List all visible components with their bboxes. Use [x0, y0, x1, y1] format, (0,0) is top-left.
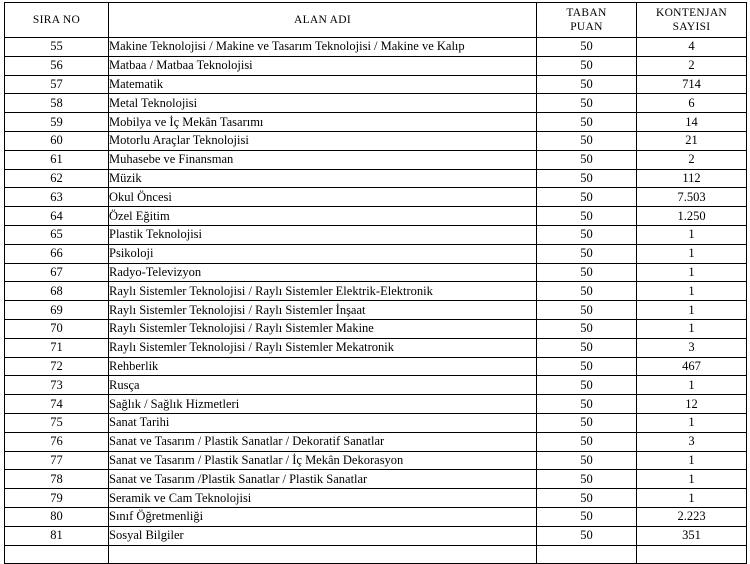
- cell-sira-no: 79: [5, 489, 109, 508]
- table-row: [5, 244, 747, 263]
- cell-alan-adi: Müzik: [109, 169, 537, 188]
- cell-kontenjan: 351: [637, 526, 747, 545]
- cell-sira-no: 62: [5, 169, 109, 188]
- cell-sira-no: 57: [5, 75, 109, 94]
- cell-taban-puan: 50: [537, 150, 637, 169]
- cell-sira-no: 81: [5, 526, 109, 545]
- cell-taban-puan: 50: [537, 395, 637, 414]
- cell-taban-puan: 50: [537, 169, 637, 188]
- cell-kontenjan: 1: [637, 282, 747, 301]
- cell-sira-no: 65: [5, 225, 109, 244]
- cell-sira-no: 68: [5, 282, 109, 301]
- table-row: [5, 338, 747, 357]
- cell-sira-no: 73: [5, 376, 109, 395]
- cell-alan-adi: Makine Teknolojisi / Makine ve Tasarım Teknolojisi / Makine ve Kalıp: [109, 38, 537, 57]
- cell-taban-puan: 50: [537, 357, 637, 376]
- cell-kontenjan: 1: [637, 451, 747, 470]
- cell-kontenjan: 714: [637, 75, 747, 94]
- cell-kontenjan: 4: [637, 38, 747, 57]
- table-row: [5, 38, 747, 57]
- cell-alan-adi: Seramik ve Cam Teknolojisi: [109, 489, 537, 508]
- header-sira-no: SIRA NO: [5, 3, 109, 38]
- cell-taban-puan: 50: [537, 451, 637, 470]
- cell-alan-adi: Mobilya ve İç Mekân Tasarımı: [109, 113, 537, 132]
- cell-sira-no: 64: [5, 207, 109, 226]
- cell-taban-puan: 50: [537, 75, 637, 94]
- table-header-row: [5, 3, 747, 38]
- cell-alan-adi: Plastik Teknolojisi: [109, 225, 537, 244]
- cell-alan-adi: Sağlık / Sağlık Hizmetleri: [109, 395, 537, 414]
- cell-taban-puan: 50: [537, 489, 637, 508]
- table-row: [5, 75, 747, 94]
- cell-taban-puan: 50: [537, 376, 637, 395]
- table-row: [5, 470, 747, 489]
- table-row: [5, 395, 747, 414]
- cell-taban-puan: 50: [537, 188, 637, 207]
- cell-alan-adi: Sanat ve Tasarım / Plastik Sanatlar / Dekoratif Sanatlar: [109, 432, 537, 451]
- table-row: [5, 489, 747, 508]
- cell-alan-adi: Radyo-Televizyon: [109, 263, 537, 282]
- cell-taban-puan: 50: [537, 244, 637, 263]
- cell-sira-no: 59: [5, 113, 109, 132]
- cell-sira-no: 66: [5, 244, 109, 263]
- cell-sira-no: 71: [5, 338, 109, 357]
- header-taban-puan: TABAN PUAN: [537, 3, 637, 38]
- table-row: [5, 131, 747, 150]
- table-row: [5, 113, 747, 132]
- cell-sira-no: 78: [5, 470, 109, 489]
- cell-taban-puan: 50: [537, 56, 637, 75]
- cell-alan-adi: Metal Teknolojisi: [109, 94, 537, 113]
- cell-sira-no: 69: [5, 301, 109, 320]
- cell-kontenjan: 467: [637, 357, 747, 376]
- cell-alan-adi: Sosyal Bilgiler: [109, 526, 537, 545]
- table-row: [5, 169, 747, 188]
- cell-taban-puan: 50: [537, 338, 637, 357]
- cell-kontenjan: 6: [637, 94, 747, 113]
- cell-alan-adi: Sanat ve Tasarım / Plastik Sanatlar / İç Mekân Dekorasyon: [109, 451, 537, 470]
- table-row: [5, 451, 747, 470]
- cell-alan-adi: Muhasebe ve Finansman: [109, 150, 537, 169]
- cell-alan-adi: Rusça: [109, 376, 537, 395]
- cell-alan-adi: Raylı Sistemler Teknolojisi / Raylı Sistemler Makine: [109, 319, 537, 338]
- table-row: [5, 94, 747, 113]
- table-row: [5, 376, 747, 395]
- cell-taban-puan: 50: [537, 319, 637, 338]
- cell-kontenjan: 7.503: [637, 188, 747, 207]
- cell-kontenjan: 1: [637, 319, 747, 338]
- cell-kontenjan: 1: [637, 225, 747, 244]
- table-row: [5, 432, 747, 451]
- cell-kontenjan: 1: [637, 489, 747, 508]
- cell-alan-adi: Psikoloji: [109, 244, 537, 263]
- cell-sira-no: 76: [5, 432, 109, 451]
- table-row-cut-off: [5, 545, 747, 564]
- cell-alan-adi: Raylı Sistemler Teknolojisi / Raylı Sistemler Mekatronik: [109, 338, 537, 357]
- cell-taban-puan: 50: [537, 38, 637, 57]
- cell-sira-no: 56: [5, 56, 109, 75]
- cell-sira-no: 80: [5, 507, 109, 526]
- cell-kontenjan: 1.250: [637, 207, 747, 226]
- cell-kontenjan: 1: [637, 244, 747, 263]
- quota-table: [4, 2, 747, 564]
- cell-alan-adi: Rehberlik: [109, 357, 537, 376]
- cell-kontenjan: 14: [637, 113, 747, 132]
- cell-kontenjan: 1: [637, 470, 747, 489]
- table-row: [5, 263, 747, 282]
- cell-alan-adi: Motorlu Araçlar Teknolojisi: [109, 131, 537, 150]
- cell-kontenjan: 2.223: [637, 507, 747, 526]
- cell-sira-no: 77: [5, 451, 109, 470]
- cell-taban-puan: 50: [537, 301, 637, 320]
- table-body: [5, 38, 747, 564]
- table-row: [5, 150, 747, 169]
- cell-taban-puan: 50: [537, 263, 637, 282]
- cell-kontenjan: 2: [637, 150, 747, 169]
- cell-sira-no: 61: [5, 150, 109, 169]
- header-kontenjan-sayisi: KONTENJAN SAYISI: [637, 3, 747, 38]
- cell-kontenjan: 1: [637, 413, 747, 432]
- cell-kontenjan: 2: [637, 56, 747, 75]
- cell-alan-adi: Raylı Sistemler Teknolojisi / Raylı Sistemler İnşaat: [109, 301, 537, 320]
- cell-sira-no: 72: [5, 357, 109, 376]
- table-row: [5, 319, 747, 338]
- cell-alan-adi: Sanat Tarihi: [109, 413, 537, 432]
- cell-alan-adi: Özel Eğitim: [109, 207, 537, 226]
- table-row: [5, 413, 747, 432]
- table-row: [5, 526, 747, 545]
- cell-taban-puan: 50: [537, 131, 637, 150]
- cell-sira-no: 67: [5, 263, 109, 282]
- cell-taban-puan: 50: [537, 282, 637, 301]
- cell-sira-no: 70: [5, 319, 109, 338]
- cell-taban-puan: 50: [537, 94, 637, 113]
- cell-taban-puan: 50: [537, 225, 637, 244]
- cell-kontenjan: 12: [637, 395, 747, 414]
- cell-taban-puan: 50: [537, 432, 637, 451]
- table-row: [5, 282, 747, 301]
- cell-kontenjan: 1: [637, 376, 747, 395]
- cell-kontenjan: 1: [637, 263, 747, 282]
- cell-alan-adi: Matbaa / Matbaa Teknolojisi: [109, 56, 537, 75]
- cell-taban-puan: 50: [537, 507, 637, 526]
- table-row: [5, 56, 747, 75]
- cell-sira-no: 75: [5, 413, 109, 432]
- table-row: [5, 225, 747, 244]
- cell-taban-puan: 50: [537, 113, 637, 132]
- cell-sira-no: 60: [5, 131, 109, 150]
- cell-alan-adi: Raylı Sistemler Teknolojisi / Raylı Sistemler Elektrik-Elektronik: [109, 282, 537, 301]
- cell-alan-adi: Matematik: [109, 75, 537, 94]
- cell-kontenjan: 112: [637, 169, 747, 188]
- table-row: [5, 188, 747, 207]
- table-row: [5, 507, 747, 526]
- table-row: [5, 301, 747, 320]
- cell-alan-adi: Sanat ve Tasarım /Plastik Sanatlar / Plastik Sanatlar: [109, 470, 537, 489]
- cell-alan-adi: Sınıf Öğretmenliği: [109, 507, 537, 526]
- cell-sira-no: 58: [5, 94, 109, 113]
- table-row: [5, 207, 747, 226]
- cell-taban-puan: 50: [537, 526, 637, 545]
- cell-taban-puan: 50: [537, 470, 637, 489]
- cell-kontenjan: 3: [637, 432, 747, 451]
- cell-sira-no: 74: [5, 395, 109, 414]
- table-row: [5, 357, 747, 376]
- cell-kontenjan: 1: [637, 301, 747, 320]
- cell-sira-no: 63: [5, 188, 109, 207]
- cell-taban-puan: 50: [537, 413, 637, 432]
- cell-sira-no: 55: [5, 38, 109, 57]
- cell-alan-adi: Okul Öncesi: [109, 188, 537, 207]
- cell-kontenjan: 3: [637, 338, 747, 357]
- header-alan-adi: ALAN ADI: [109, 3, 537, 38]
- cell-kontenjan: 21: [637, 131, 747, 150]
- cell-taban-puan: 50: [537, 207, 637, 226]
